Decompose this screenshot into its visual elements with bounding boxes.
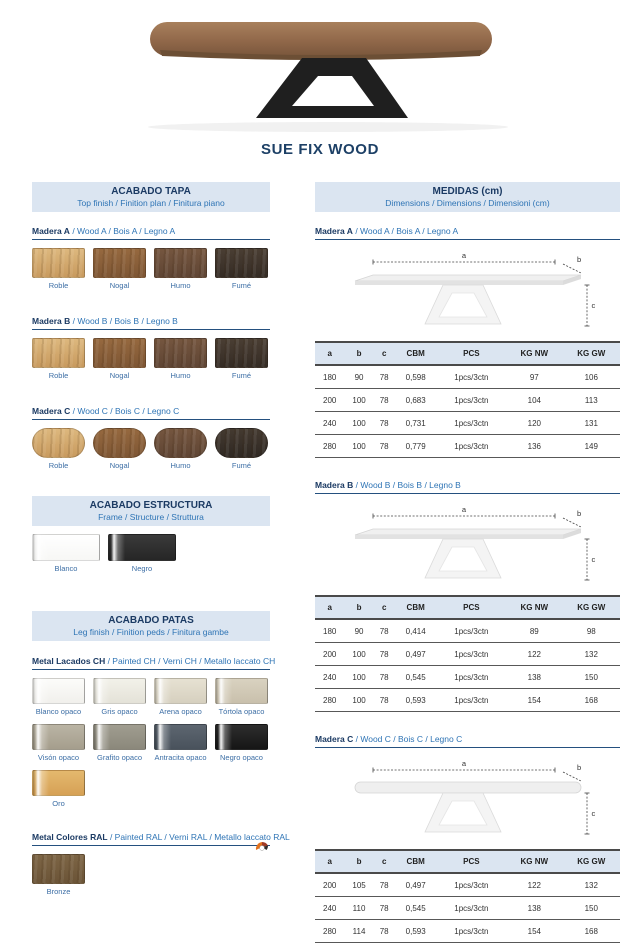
wood-finish-group [32,226,270,290]
dim-cell: 168 [563,920,620,943]
dimensions-subtitle: Dimensions / Dimensions / Dimensioni (cm) [385,198,550,208]
finish-swatch [32,678,85,716]
dim-cell: 1pcs/3ctn [437,897,506,920]
dim-cell: 78 [374,689,395,712]
leg-finish-title: ACABADO PATAS [108,615,194,626]
dimension-section [315,480,620,712]
dim-cell: 200 [315,873,344,897]
frame-finish-swatches [32,534,270,573]
leg-finish-groups [32,656,290,896]
dim-cell: 0,593 [395,689,437,712]
dim-cell: 0,497 [395,873,437,897]
dim-cell: 78 [374,435,395,458]
svg-text:c: c [591,301,596,310]
finish-swatch-chip [93,678,146,704]
dim-cell: 0,593 [395,920,437,943]
finish-swatch-chip [215,428,268,458]
dim-cell: 110 [344,897,373,920]
table-row [315,365,620,389]
finish-swatch-chip [32,678,85,704]
dim-cell: 100 [344,435,373,458]
dim-cell: 200 [315,643,344,666]
finish-swatch-label: Tórtola opaco [218,707,265,716]
finish-swatch-label: Fumé [231,461,252,470]
dim-cell: 78 [374,666,395,689]
table-body [315,619,620,712]
leg-finish-header [32,611,270,641]
svg-text:a: a [461,505,467,514]
finish-swatch-label: Nogal [109,371,130,380]
table-header-row [315,850,620,873]
dim-cell: 0,414 [395,619,437,643]
dim-cell: 1pcs/3ctn [437,619,506,643]
dim-col-header: c [374,596,395,619]
dim-cell: 280 [315,435,344,458]
finish-swatch [32,724,85,762]
finish-swatch-label: Arena opaco [159,707,202,716]
finish-swatch [32,428,85,470]
dim-cell: 90 [344,619,373,643]
finishes-column [32,182,290,896]
frame-finish-header [32,496,270,526]
dim-cell: 1pcs/3ctn [437,365,506,389]
finish-swatch-label: Fumé [231,281,252,290]
finish-swatch [154,248,207,290]
finish-swatch-label: Grafito opaco [96,753,143,762]
swatch-row [32,770,270,808]
table-row [315,435,620,458]
table-head [315,596,620,619]
wood-finish-group [32,316,270,380]
dim-cell: 240 [315,666,344,689]
frame-finish-subtitle: Frame / Structure / Struttura [98,512,204,522]
dim-cell: 280 [315,920,344,943]
finish-swatch [93,428,146,470]
dim-cell: 200 [315,389,344,412]
table-row [315,897,620,920]
finish-swatch-label: Humo [170,281,191,290]
dim-col-header: KG GW [563,596,620,619]
dim-col-header: KG NW [506,850,563,873]
top-finish-subtitle: Top finish / Finition plan / Finitura piano [77,198,225,208]
dim-cell: 78 [374,643,395,666]
dim-cell: 138 [506,897,563,920]
finish-swatch-label: Roble [48,281,69,290]
dim-cell: 78 [374,619,395,643]
finish-swatch-label: Blanco [54,564,78,573]
section-label-rest: / Wood B / Bois B / Legno B [353,480,461,490]
table-head [315,850,620,873]
section-label [32,226,270,240]
diagram-wrap [315,248,620,337]
table-row [315,920,620,943]
dim-cell: 168 [563,689,620,712]
swatch-row [32,724,270,762]
dim-col-header: c [374,850,395,873]
dim-cell: 114 [344,920,373,943]
finish-swatch-label: Roble [48,461,69,470]
wood-finish-group [32,406,270,470]
dim-cell: 136 [506,435,563,458]
wood-finish-groups [32,226,270,470]
section-label-bold: Madera A [315,226,353,236]
finish-swatch [32,854,85,896]
swatch-row [32,534,270,573]
finish-swatch [32,338,85,380]
dim-cell: 0,545 [395,666,437,689]
dim-col-header: PCS [437,850,506,873]
svg-text:c: c [591,555,596,564]
table-head [315,342,620,365]
finish-swatch-chip [154,338,207,368]
dim-cell: 100 [344,389,373,412]
finish-swatch-label: Negro [131,564,153,573]
finish-swatch [154,428,207,470]
table-row [315,643,620,666]
dim-col-header: a [315,342,344,365]
dim-col-header: PCS [437,596,506,619]
dim-cell: 113 [563,389,620,412]
dim-cell: 1pcs/3ctn [437,873,506,897]
finish-swatch-label: Humo [170,371,191,380]
finish-swatch-chip [215,678,268,704]
finish-swatch-chip [32,534,100,561]
dim-cell: 104 [506,389,563,412]
table-header-row [315,342,620,365]
dim-cell: 98 [563,619,620,643]
dim-cell: 100 [344,643,373,666]
finish-swatch-chip [93,724,146,750]
dim-cell: 97 [506,365,563,389]
table-body [315,365,620,458]
dim-cell: 131 [563,412,620,435]
dim-col-header: KG NW [506,596,563,619]
finish-swatch-label: Roble [48,371,69,380]
finish-swatch [154,338,207,380]
section-label-bold: Metal Colores RAL [32,832,108,842]
section-label-rest: / Wood A / Bois A / Legno A [69,226,176,236]
dim-cell: 0,779 [395,435,437,458]
frame-finish-title: ACABADO ESTRUCTURA [89,500,213,511]
dimension-sections [315,226,620,943]
dim-cell: 0,731 [395,412,437,435]
section-label [315,480,620,494]
table-row [315,689,620,712]
section-label-rest: / Painted RAL / Verni RAL / Metallo laccato RAL [107,832,290,842]
table-row [315,619,620,643]
dim-cell: 132 [563,643,620,666]
finish-swatch [32,770,85,808]
section-label [315,734,620,748]
finish-swatch [215,678,268,716]
finish-swatch-chip [32,248,85,278]
finish-swatch-label: Nogal [109,281,130,290]
table-body [315,873,620,943]
section-label-bold: Madera C [32,406,71,416]
finish-swatch [93,338,146,380]
product-image [0,0,640,140]
dim-col-header: KG GW [563,850,620,873]
dim-cell: 100 [344,666,373,689]
dim-cell: 1pcs/3ctn [437,920,506,943]
section-label-bold: Madera A [32,226,70,236]
dim-cell: 1pcs/3ctn [437,435,506,458]
dim-cell: 0,683 [395,389,437,412]
top-finish-title: ACABADO TAPA [111,186,191,197]
section-label-rest: / Wood C / Bois C / Legno C [353,734,463,744]
dim-col-header: CBM [395,596,437,619]
dim-cell: 0,497 [395,643,437,666]
dim-cell: 1pcs/3ctn [437,412,506,435]
dim-cell: 78 [374,873,395,897]
dim-cell: 0,545 [395,897,437,920]
section-label [32,656,276,670]
section-label-bold: Madera B [32,316,71,326]
dim-cell: 78 [374,365,395,389]
table-row [315,666,620,689]
finish-swatch-chip [32,770,85,796]
swatch-row [32,338,270,380]
dim-col-header: b [344,596,373,619]
dim-cell: 78 [374,412,395,435]
metal-ch-group [32,656,276,808]
dim-cell: 89 [506,619,563,643]
finish-swatch [154,678,207,716]
section-label [32,316,270,330]
table-dimension-diagram [315,756,620,840]
finish-swatch-chip [32,338,85,368]
dim-cell: 100 [344,412,373,435]
section-label [32,406,270,420]
dim-cell: 150 [563,666,620,689]
finish-swatch-chip [32,724,85,750]
section-label-rest: / Wood B / Bois B / Legno B [70,316,178,326]
dimension-section [315,226,620,458]
swatch-row [32,248,270,290]
dim-cell: 122 [506,643,563,666]
dim-cell: 154 [506,920,563,943]
dim-cell: 149 [563,435,620,458]
dim-cell: 240 [315,897,344,920]
finish-swatch [32,534,100,573]
leg-finish-subtitle: Leg finish / Finition peds / Finitura gambe [73,627,229,637]
section-label [32,832,290,846]
finish-swatch-label: Negro opaco [220,753,263,762]
svg-text:c: c [591,809,596,818]
swatch-row [32,854,270,896]
finish-swatch-chip [108,534,176,561]
finish-swatch-label: Oro [52,799,65,808]
finish-swatch [215,338,268,380]
dimensions-title: MEDIDAS (cm) [432,186,503,197]
dim-cell: 78 [374,897,395,920]
finish-swatch-label: Visón opaco [37,753,80,762]
finish-swatch-chip [93,428,146,458]
finish-swatch [215,724,268,762]
finish-swatch [154,724,207,762]
dim-cell: 1pcs/3ctn [437,689,506,712]
finish-swatch-chip [215,724,268,750]
dim-cell: 106 [563,365,620,389]
dim-cell: 1pcs/3ctn [437,666,506,689]
finish-swatch-label: Antracita opaco [154,753,207,762]
dimensions-header [315,182,620,212]
finish-swatch-label: Bronze [46,887,71,896]
ral-color-fan-icon [254,840,270,854]
finish-swatch-chip [154,678,207,704]
dim-cell: 150 [563,897,620,920]
dimension-section [315,734,620,943]
dim-cell: 138 [506,666,563,689]
finish-swatch-label: Blanco opaco [35,707,82,716]
dim-cell: 78 [374,920,395,943]
section-label-rest: / Wood A / Bois A / Legno A [352,226,459,236]
finish-swatch-chip [215,338,268,368]
section-label-bold: Madera B [315,480,354,490]
dim-col-header: a [315,850,344,873]
dim-col-header: KG GW [563,342,620,365]
dim-col-header: PCS [437,342,506,365]
dim-col-header: b [344,342,373,365]
finish-swatch-chip [93,248,146,278]
finish-swatch [108,534,176,573]
section-label-bold: Metal Lacados CH [32,656,106,666]
dim-cell: 1pcs/3ctn [437,643,506,666]
metal-ral-group [32,832,290,896]
dim-cell: 120 [506,412,563,435]
finish-swatch-label: Nogal [109,461,130,470]
dim-cell: 132 [563,873,620,897]
swatch-row [32,428,270,470]
dimensions-table-c [315,849,620,943]
diagram-wrap [315,502,620,591]
top-finish-header [32,182,270,212]
svg-text:b: b [577,763,582,772]
dim-col-header: c [374,342,395,365]
finish-swatch-label: Humo [170,461,191,470]
dim-col-header: CBM [395,342,437,365]
svg-text:a: a [461,759,467,768]
table-illustration [0,0,640,140]
finish-swatch [215,248,268,290]
section-label-rest: / Wood C / Bois C / Legno C [70,406,180,416]
finish-swatch-chip [32,428,85,458]
finish-swatch [93,678,146,716]
finish-swatch-chip [93,338,146,368]
finish-swatch-chip [32,854,85,884]
dim-cell: 90 [344,365,373,389]
dim-cell: 280 [315,689,344,712]
table-row [315,412,620,435]
table-row [315,873,620,897]
dim-cell: 100 [344,689,373,712]
dim-cell: 1pcs/3ctn [437,389,506,412]
finish-swatch-label: Fumé [231,371,252,380]
dimensions-table-b [315,595,620,712]
svg-text:b: b [577,255,582,264]
finish-swatch-label: Gris opaco [101,707,138,716]
dim-cell: 180 [315,365,344,389]
dim-cell: 78 [374,389,395,412]
finish-swatch-chip [215,248,268,278]
section-label [315,226,620,240]
finish-swatch-chip [154,248,207,278]
dim-col-header: b [344,850,373,873]
dim-cell: 154 [506,689,563,712]
table-dimension-diagram [315,502,620,586]
finish-swatch-chip [154,428,207,458]
finish-swatch [93,248,146,290]
table-row [315,389,620,412]
dimensions-table-a [315,341,620,458]
diagram-wrap [315,756,620,845]
table-dimension-diagram [315,248,620,332]
svg-text:b: b [577,509,582,518]
finish-swatch [32,248,85,290]
dim-col-header: KG NW [506,342,563,365]
section-label-bold: Madera C [315,734,354,744]
section-label-rest: / Painted CH / Verni CH / Metallo laccato CH [105,656,276,666]
svg-text:a: a [461,251,467,260]
dim-col-header: CBM [395,850,437,873]
swatch-row [32,678,270,716]
dim-cell: 122 [506,873,563,897]
finish-swatch [215,428,268,470]
dim-cell: 105 [344,873,373,897]
table-header-row [315,596,620,619]
finish-swatch [93,724,146,762]
dim-col-header: a [315,596,344,619]
dimensions-column [315,182,620,943]
dim-cell: 0,598 [395,365,437,389]
finish-swatch-chip [154,724,207,750]
dim-cell: 240 [315,412,344,435]
page-title: SUE FIX WOOD [260,141,380,158]
dim-cell: 180 [315,619,344,643]
